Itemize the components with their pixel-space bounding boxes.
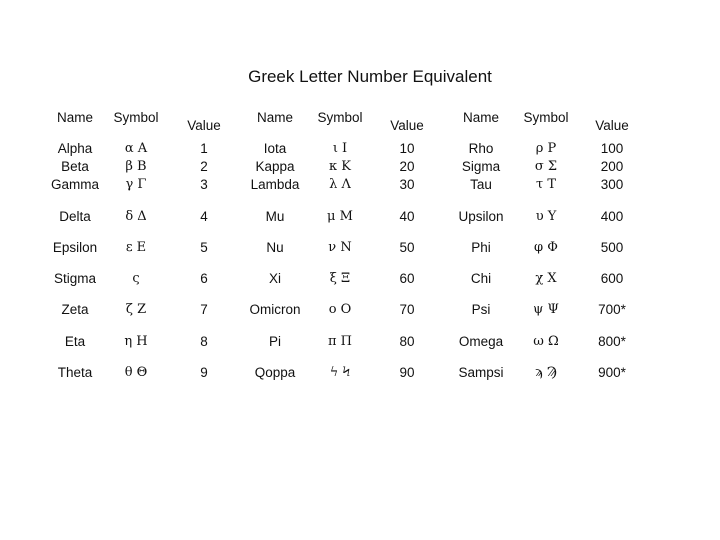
letter-value: 4 — [200, 209, 208, 224]
letter-name: Pi — [268, 334, 281, 349]
letter-symbol: π Π — [327, 334, 352, 349]
letter-symbol: ϡ Ϡ — [535, 365, 557, 380]
letter-symbol: δ Δ — [125, 209, 147, 224]
letter-symbol: ι Ι κ Κ λ Λ — [329, 141, 351, 192]
letter-name: Xi — [268, 271, 281, 286]
letter-name: Omicron — [249, 302, 301, 317]
letter-name: Phi — [471, 240, 491, 255]
column-header-value: Value — [390, 118, 424, 133]
page-title: Greek Letter Number Equivalent — [248, 67, 492, 86]
letter-symbol: ε Ε — [125, 240, 147, 255]
column-header-name: Name — [56, 110, 93, 125]
letter-name: Rho Sigma Tau — [461, 141, 501, 192]
letter-symbol: η Η — [124, 334, 148, 349]
letter-symbol: υ Υ — [535, 209, 557, 224]
letter-value: 900* — [598, 365, 626, 380]
letter-value: 70 — [399, 302, 415, 317]
letter-symbol: ω Ω — [533, 334, 559, 349]
column-header-name: Name — [462, 110, 499, 125]
letter-name: Zeta — [61, 302, 89, 317]
letter-symbol: ο Ο — [328, 302, 352, 317]
letter-value: 10 20 30 — [399, 141, 415, 192]
column-header-name: Name — [256, 110, 293, 125]
letter-value: 7 — [200, 302, 208, 317]
letter-value: 9 — [200, 365, 208, 380]
column-header-value: Value — [595, 118, 629, 133]
letter-name: Mu — [265, 209, 285, 224]
letter-value: 60 — [399, 271, 415, 286]
column-header-symbol: Symbol — [523, 110, 569, 125]
letter-name: Nu — [266, 240, 284, 255]
letter-symbol: ρ Ρ σ Σ τ Τ — [534, 141, 558, 192]
letter-symbol: ν Ν — [328, 240, 352, 255]
letter-symbol: χ Χ — [535, 271, 557, 286]
letter-name: Psi — [471, 302, 491, 317]
letter-value: 600 — [600, 271, 624, 286]
letter-value: 40 — [399, 209, 415, 224]
letter-symbol: ψ Ψ — [533, 302, 559, 317]
letter-symbol: ϟ Ϟ — [329, 365, 351, 380]
letter-value: 100 200 300 — [600, 141, 624, 192]
column-header-symbol: Symbol — [317, 110, 363, 125]
letter-name: Sampsi — [458, 365, 504, 380]
letter-name: Upsilon — [458, 209, 504, 224]
letter-name: Theta — [57, 365, 93, 380]
letter-name: Eta — [64, 334, 86, 349]
letter-symbol: ζ Ζ — [125, 302, 147, 317]
letter-name: Stigma — [53, 271, 97, 286]
letter-value: 800* — [598, 334, 626, 349]
letter-symbol: ξ Ξ — [329, 271, 351, 286]
letter-value: 700* — [598, 302, 626, 317]
letter-name: Delta — [59, 209, 91, 224]
letter-value: 6 — [200, 271, 208, 286]
letter-symbol: α Α β Β γ Γ — [124, 141, 148, 192]
letter-symbol: θ Θ — [124, 365, 148, 380]
letter-name: Chi — [470, 271, 492, 286]
letter-name: Qoppa — [254, 365, 296, 380]
letter-name: Epsilon — [52, 240, 98, 255]
letter-value: 400 — [600, 209, 624, 224]
letter-symbol: μ Μ — [327, 209, 353, 224]
letter-value: 80 — [399, 334, 415, 349]
letter-symbol: φ Φ — [534, 240, 558, 255]
letter-value: 1 2 3 — [200, 141, 208, 192]
letter-value: 5 — [200, 240, 208, 255]
column-header-value: Value — [187, 118, 221, 133]
letter-symbol: ς — [132, 271, 140, 286]
letter-name: Alpha Beta Gamma — [50, 141, 99, 192]
letter-value: 8 — [200, 334, 208, 349]
letter-name: Omega — [458, 334, 504, 349]
letter-name: Iota Kappa Lambda — [250, 141, 300, 192]
letter-value: 90 — [399, 365, 415, 380]
letter-value: 50 — [399, 240, 415, 255]
column-header-symbol: Symbol — [113, 110, 159, 125]
letter-value: 500 — [600, 240, 624, 255]
